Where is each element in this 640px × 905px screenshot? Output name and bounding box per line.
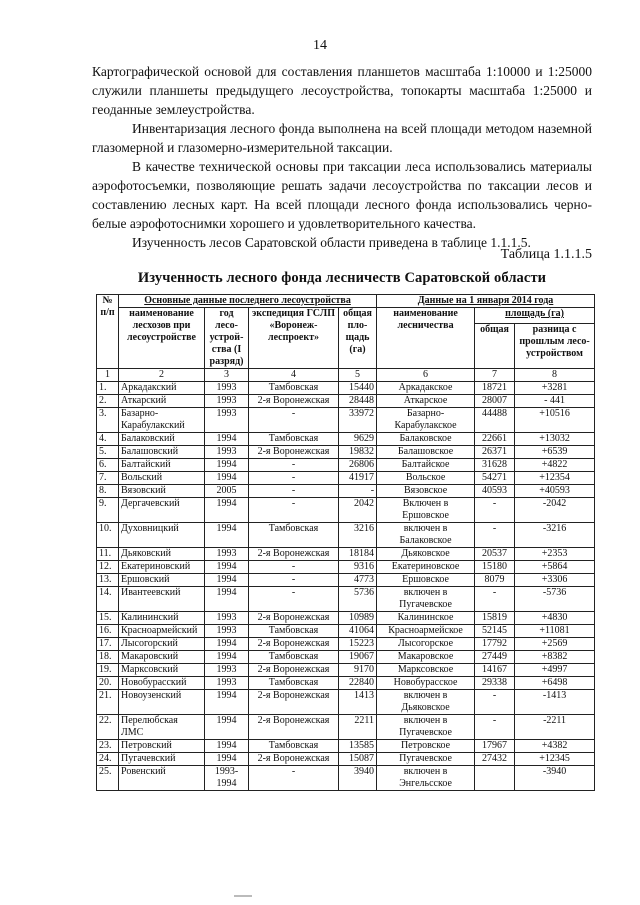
header-row [97,295,595,308]
row-number: 24. [97,753,119,766]
old-area: 5736 [339,587,377,612]
survey-year: 1993 [205,548,249,561]
forestry-name: Вязовское [377,485,475,498]
old-area: 9316 [339,561,377,574]
survey-year: 1993 [205,612,249,625]
row-number: 15. [97,612,119,625]
forestry-name: Вольское [377,472,475,485]
old-forestry-name: Дергачевский [119,498,205,523]
old-area: 13585 [339,740,377,753]
old-forestry-name: Красноармейский [119,625,205,638]
old-forestry-name: Аркадакский [119,382,205,395]
forestry-name: включен в Дьяковское [377,690,475,715]
forestry-name: Включен в Ершовское [377,498,475,523]
table-row [97,651,595,664]
header-year: год лесо-устрой-ства (I разряд) [205,308,249,369]
survey-year: 1994 [205,472,249,485]
expedition: 2-я Воронежская [249,395,339,408]
forestry-name: Балтайское [377,459,475,472]
current-area: 31628 [475,459,515,472]
current-area: 26371 [475,446,515,459]
header-num: № п/п [97,295,119,369]
old-forestry-name: Балтайский [119,459,205,472]
paragraph: В качестве технической основы при таксации леса использовались материалы аэрофотосъемки, позволяющие решать задачи лесоустройства по таксации лесов и составлению лесных карт. На всей площади лесного фонда использовались черно-белые аэрофотоснимки хорошего и удовлетворительного качества. [92,159,592,231]
old-forestry-name: Ивантеевский [119,587,205,612]
area-difference: +5864 [515,561,595,574]
forestry-name: включен в Пугачевское [377,587,475,612]
survey-year: 1993 [205,382,249,395]
scan-smudge [234,895,252,897]
forestry-table [96,294,595,791]
current-area: 14167 [475,664,515,677]
row-number: 4. [97,433,119,446]
row-number: 8. [97,485,119,498]
old-area: 1413 [339,690,377,715]
row-number: 20. [97,677,119,690]
old-area: 19832 [339,446,377,459]
old-area: 9629 [339,433,377,446]
survey-year: 1994 [205,587,249,612]
old-area: 28448 [339,395,377,408]
survey-year: 1993 [205,408,249,433]
old-area: - [339,485,377,498]
forestry-name: Аркадакское [377,382,475,395]
column-number: 8 [515,369,595,382]
header-area-total: общая пло-щадь (га) [339,308,377,369]
old-forestry-name: Базарно-Карабулакский [119,408,205,433]
survey-year: 1993 [205,625,249,638]
old-forestry-name: Макаровский [119,651,205,664]
current-area: - [475,498,515,523]
table-row [97,548,595,561]
current-area: 27449 [475,651,515,664]
current-area: 20537 [475,548,515,561]
area-difference: -3940 [515,766,595,791]
survey-year: 1994 [205,740,249,753]
header-diff: разница с прошлым лесо-устройством [515,323,595,368]
old-forestry-name: Марксовский [119,664,205,677]
expedition: 2-я Воронежская [249,690,339,715]
table-row [97,472,595,485]
current-area: 40593 [475,485,515,498]
header-area-now: общая [475,323,515,368]
old-forestry-name: Ершовский [119,574,205,587]
row-number: 19. [97,664,119,677]
area-difference: +10516 [515,408,595,433]
old-forestry-name: Новоузенский [119,690,205,715]
paragraph: Картографической основой для составления планшетов масштаба 1:10000 и 1:25000 служили планшеты предыдущего лесоустройства, топокарты масштаба 1:25000 и геоданные землеустройства. [92,64,592,117]
old-forestry-name: Пугачевский [119,753,205,766]
expedition: Тамбовская [249,382,339,395]
header-row [97,308,595,324]
old-forestry-name: Калининский [119,612,205,625]
row-number: 13. [97,574,119,587]
expedition: - [249,574,339,587]
area-difference: +13032 [515,433,595,446]
column-number: 7 [475,369,515,382]
old-forestry-name: Вольский [119,472,205,485]
forestry-name: Балашовское [377,446,475,459]
expedition: - [249,472,339,485]
current-area: 52145 [475,625,515,638]
row-number: 22. [97,715,119,740]
current-area: 8079 [475,574,515,587]
expedition: - [249,485,339,498]
row-number: 5. [97,446,119,459]
row-number: 10. [97,523,119,548]
forestry-name: Макаровское [377,651,475,664]
current-area [475,766,515,791]
old-forestry-name: Екатериновский [119,561,205,574]
row-number: 25. [97,766,119,791]
area-difference: +4997 [515,664,595,677]
table-row [97,395,595,408]
table-title: Изученность лесного фонда лесничеств Саратовской области [137,270,547,286]
row-number: 3. [97,408,119,433]
survey-year: 1993 [205,664,249,677]
survey-year: 1994 [205,715,249,740]
expedition: 2-я Воронежская [249,664,339,677]
table-row [97,664,595,677]
row-number: 6. [97,459,119,472]
column-number: 2 [119,369,205,382]
area-difference: +40593 [515,485,595,498]
table-row [97,574,595,587]
survey-year: 1994 [205,498,249,523]
current-area: 15180 [475,561,515,574]
table-row [97,485,595,498]
old-area: 2211 [339,715,377,740]
table-body [97,382,595,791]
old-area: 41064 [339,625,377,638]
area-difference: +4822 [515,459,595,472]
old-area: 41917 [339,472,377,485]
old-area: 9170 [339,664,377,677]
expedition: 2-я Воронежская [249,612,339,625]
area-difference: -3216 [515,523,595,548]
old-forestry-name: Балашовский [119,446,205,459]
header-group-2014: Данные на 1 января 2014 года [377,295,595,308]
current-area: 17967 [475,740,515,753]
area-difference: +3306 [515,574,595,587]
expedition: 2-я Воронежская [249,753,339,766]
survey-year: 1994 [205,523,249,548]
old-area: 19067 [339,651,377,664]
expedition: - [249,498,339,523]
forestry-name: Пугачевское [377,753,475,766]
current-area: 22661 [475,433,515,446]
survey-year: 1994 [205,651,249,664]
expedition: 2-я Воронежская [249,638,339,651]
survey-year: 2005 [205,485,249,498]
table-row [97,433,595,446]
old-forestry-name: Дьяковский [119,548,205,561]
forestry-name: включен в Пугачевское [377,715,475,740]
area-difference: - 441 [515,395,595,408]
expedition: Тамбовская [249,625,339,638]
forestry-name: Красноармейское [377,625,475,638]
forestry-name: Лысогорское [377,638,475,651]
table-row [97,753,595,766]
area-difference: -2211 [515,715,595,740]
header-expedition: экспедиция ГСЛП «Воронеж-леспроект» [249,308,339,369]
row-number: 18. [97,651,119,664]
expedition: 2-я Воронежская [249,446,339,459]
table-row [97,625,595,638]
header-area-group: площадь (га) [475,308,595,324]
forestry-name: Новобурасское [377,677,475,690]
expedition: Тамбовская [249,523,339,548]
column-number: 3 [205,369,249,382]
forestry-name: включен в Балаковское [377,523,475,548]
page-number: 14 [313,38,327,53]
table-row [97,382,595,395]
old-forestry-name: Балаковский [119,433,205,446]
current-area: 29338 [475,677,515,690]
old-area: 15223 [339,638,377,651]
forestry-name: Марксовское [377,664,475,677]
expedition: - [249,408,339,433]
area-difference: +6498 [515,677,595,690]
expedition: - [249,459,339,472]
column-number: 1 [97,369,119,382]
expedition: 2-я Воронежская [249,715,339,740]
current-area: 54271 [475,472,515,485]
survey-year: 1993 [205,677,249,690]
table-caption: Таблица 1.1.1.5 [500,247,592,262]
survey-year: 1994 [205,638,249,651]
table-row [97,523,595,548]
expedition: Тамбовская [249,651,339,664]
expedition: - [249,587,339,612]
forestry-name: включен в Энгельсское [377,766,475,791]
body-text [92,62,592,252]
row-number: 11. [97,548,119,561]
old-area: 26806 [339,459,377,472]
current-area: 15819 [475,612,515,625]
current-area: 28007 [475,395,515,408]
area-difference: +2569 [515,638,595,651]
table-row [97,766,595,791]
survey-year: 1993 [205,395,249,408]
old-forestry-name: Ровенский [119,766,205,791]
current-area: - [475,587,515,612]
area-difference: +12354 [515,472,595,485]
forestry-name: Базарно-Карабулакское [377,408,475,433]
current-area: - [475,715,515,740]
table-row [97,690,595,715]
area-difference: +4382 [515,740,595,753]
area-difference: +4830 [515,612,595,625]
row-number: 21. [97,690,119,715]
forestry-name: Екатериновское [377,561,475,574]
survey-year: 1993 [205,446,249,459]
old-area: 15440 [339,382,377,395]
old-forestry-name: Духовницкий [119,523,205,548]
area-difference: -2042 [515,498,595,523]
area-difference: -5736 [515,587,595,612]
expedition: - [249,766,339,791]
forestry-name: Балаковское [377,433,475,446]
old-area: 18184 [339,548,377,561]
expedition: Тамбовская [249,433,339,446]
table-row [97,612,595,625]
column-number: 5 [339,369,377,382]
area-difference: -1413 [515,690,595,715]
current-area: 17792 [475,638,515,651]
table-row [97,446,595,459]
old-forestry-name: Новобурасский [119,677,205,690]
row-number: 1. [97,382,119,395]
current-area: 44488 [475,408,515,433]
expedition: Тамбовская [249,677,339,690]
paragraph: Инвентаризация лесного фонда выполнена на всей площади методом наземной глазомерной и глазомерно-измерительной таксации. [92,121,592,155]
table-row [97,638,595,651]
table-row [97,561,595,574]
old-area: 3216 [339,523,377,548]
old-area: 22840 [339,677,377,690]
row-number: 9. [97,498,119,523]
survey-year: 1994 [205,561,249,574]
area-difference: +6539 [515,446,595,459]
table-row [97,677,595,690]
row-number: 12. [97,561,119,574]
row-number: 17. [97,638,119,651]
forestry-name: Калининское [377,612,475,625]
survey-year: 1994 [205,753,249,766]
area-difference: +8382 [515,651,595,664]
old-area: 33972 [339,408,377,433]
row-number: 2. [97,395,119,408]
survey-year: 1994 [205,459,249,472]
old-forestry-name: Петровский [119,740,205,753]
survey-year: 1994 [205,690,249,715]
forestry-name: Дьяковское [377,548,475,561]
old-area: 3940 [339,766,377,791]
table-row [97,459,595,472]
old-area: 4773 [339,574,377,587]
header-name: наименование лесхозов при лесоустройстве [119,308,205,369]
table-row [97,740,595,753]
survey-year: 1994 [205,433,249,446]
row-number: 16. [97,625,119,638]
header-forestry: наименование лесничества [377,308,475,369]
column-number-row [97,369,595,382]
old-forestry-name: Аткарский [119,395,205,408]
survey-year: 1994 [205,574,249,587]
area-difference: +12345 [515,753,595,766]
expedition: Тамбовская [249,740,339,753]
paragraph: Изученность лесов Саратовской области приведена в таблице 1.1.1.5. [132,235,531,250]
area-difference: +11081 [515,625,595,638]
table-row [97,715,595,740]
expedition: 2-я Воронежская [249,548,339,561]
old-area: 10989 [339,612,377,625]
current-area: - [475,523,515,548]
survey-year: 1993-1994 [205,766,249,791]
forestry-name: Аткарское [377,395,475,408]
column-number: 4 [249,369,339,382]
area-difference: +2353 [515,548,595,561]
header-group-last-survey: Основные данные последнего лесоустройства [119,295,377,308]
table-row [97,587,595,612]
row-number: 7. [97,472,119,485]
row-number: 23. [97,740,119,753]
old-forestry-name: Перелюбская ЛМС [119,715,205,740]
old-area: 2042 [339,498,377,523]
expedition: - [249,561,339,574]
column-number: 6 [377,369,475,382]
old-area: 15087 [339,753,377,766]
table-row [97,408,595,433]
forestry-name: Ершовское [377,574,475,587]
old-forestry-name: Лысогорский [119,638,205,651]
row-number: 14. [97,587,119,612]
old-forestry-name: Вязовский [119,485,205,498]
table-row [97,498,595,523]
forestry-name: Петровское [377,740,475,753]
current-area: - [475,690,515,715]
current-area: 27432 [475,753,515,766]
area-difference: +3281 [515,382,595,395]
current-area: 18721 [475,382,515,395]
